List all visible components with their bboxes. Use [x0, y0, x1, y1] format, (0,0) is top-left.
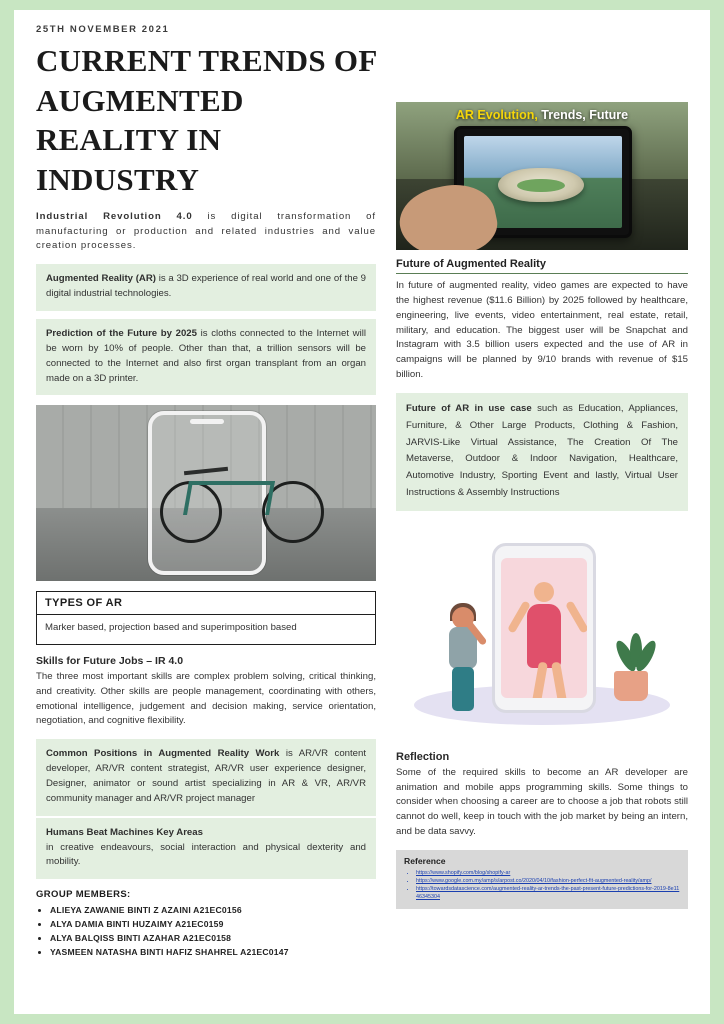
bicycle-ar-image — [36, 405, 376, 581]
types-of-ar-body: Marker based, projection based and superimposition based — [45, 622, 297, 634]
ar-definition-text: is a 3D experience of real world and one of the 9 digital industrial technologies. — [46, 273, 366, 300]
reference-list — [404, 869, 680, 901]
ar-definition-lead: Augmented Reality (AR) — [46, 273, 156, 285]
reflection-heading: Reflection — [396, 750, 450, 763]
dancer-leg-right — [551, 661, 568, 697]
ar-definition-panel — [36, 264, 376, 311]
plant-pot-icon — [614, 671, 648, 701]
types-of-ar-box — [36, 591, 376, 644]
prediction-text: is cloths connected to the Internet will be worn by 10% of people. Other than that, a trillion sensors will be connected to the Internet and also first organ transplant from an organ made on a 3D printer. — [46, 327, 366, 384]
dancer-head — [534, 582, 554, 602]
viewer-legs — [452, 667, 474, 711]
phone-screen — [501, 558, 587, 698]
poster-content — [36, 24, 688, 1000]
reference-box — [396, 850, 688, 909]
left-column — [36, 24, 376, 959]
list-item: • YASMEEN NATASHA BINTI HAFIZ SHAHREL A21EC0147 — [50, 946, 376, 960]
skills-heading: Skills for Future Jobs – IR 4.0 — [36, 654, 184, 667]
reference-link[interactable]: https://towardsdatascience.com/augmented-reality-ar-trends-the-past-present-future-predictions-for-2019-8e1146345304 — [416, 886, 680, 901]
list-item: • ALYA BALQISS BINTI AZAHAR A21EC0158 — [50, 932, 376, 946]
skills-section — [36, 655, 376, 729]
large-phone-graphic — [492, 543, 596, 713]
future-text: In future of augmented reality, video games are expected to have the highest revenue ($11.6 Billion) by 2025 followed by healthcare, engineering, live events, video entertainment, real estate, retail, military, and education. The biggest user will be Snapchat and Instagram with 3.5 billion users expected and the use of AR in campaigns will be planned by 9/10 brands with revenue of $15 billion. — [396, 280, 688, 381]
humans-lead: Humans Beat Machines Key Areas — [46, 826, 203, 838]
intro-text: is digital transformation of manufacturing or production and related industries and value creation processes. — [36, 210, 376, 252]
prediction-panel — [36, 319, 376, 395]
list-item: • ALIEYA ZAWANIE BINTI Z AZAINI A21EC0156 — [50, 904, 376, 918]
reference-title: Reference — [404, 856, 446, 866]
bicycle-graphic — [158, 451, 340, 547]
reflection-section — [396, 751, 688, 840]
humans-text: in creative endeavours, social interaction and physical dexterity and mobility. — [46, 841, 366, 868]
list-item[interactable] — [416, 869, 680, 877]
use-case-text: such as Education, Appliances, Furniture, & Other Large Products, Clothing & Fashion, JARVIS-Like Virtual Assistance, The Creation Of The Metaverse, Outdoor & Indoor Navigation, Healthcare, Automotive Industry, Sporting Event and lastly, Virtual User Instructions & Assembly Instructions — [406, 403, 678, 498]
bicycle-handlebar — [184, 467, 228, 476]
intro-lead: Industrial Revolution 4.0 — [36, 210, 193, 222]
reflection-illustration — [396, 521, 688, 751]
viewer-person-graphic — [440, 607, 486, 711]
dancer-arm-right — [565, 600, 587, 633]
skills-text: The three most important skills are complex problem solving, critical thinking, and creativity. Other skills are people management, coordinating with others, emotional intelligence, judgement and decision making, service orientation, negotiation, and cognitive flexibility. — [36, 670, 376, 727]
publication-date: 25TH NOVEMBER 2021 — [36, 24, 170, 35]
list-item[interactable] — [416, 877, 680, 885]
group-members-section — [36, 889, 376, 959]
positions-lead: Common Positions in Augmented Reality Work — [46, 748, 280, 760]
group-members-heading: GROUP MEMBERS: — [36, 889, 131, 901]
use-case-lead: Future of AR in use case — [406, 403, 532, 415]
reflection-text: Some of the required skills to become an AR developer are animation and mobile apps programming skills. Some things to consider when choosing a career are to choose a job that robots still cannot do well, keep in touch with the job market by being an intern, and be data savvy. — [396, 766, 688, 838]
caption-rest: Trends, Future — [537, 108, 629, 122]
list-item: • ALYA DAMIA BINTI HUZAIMY A21EC0159 — [50, 918, 376, 932]
prediction-lead: Prediction of the Future by 2025 — [46, 327, 197, 339]
stadium-ar-model — [498, 168, 584, 202]
ar-image-caption — [396, 108, 688, 122]
reference-link[interactable]: https://www.shopify.com/blog/shopify-ar — [416, 870, 511, 876]
future-section — [396, 258, 688, 383]
list-item[interactable] — [416, 885, 680, 901]
group-members-list — [36, 904, 376, 959]
caption-highlight: AR Evolution, — [455, 108, 538, 122]
ar-evolution-image — [396, 102, 688, 250]
reference-link[interactable]: https://www.google.com.my/amp/s/arpost.co/2020/04/10/fashion-perfect-fit-augmented-reality/amp/ — [416, 878, 652, 885]
bicycle-frame — [183, 481, 275, 515]
future-heading: Future of Augmented Reality — [396, 258, 688, 274]
positions-text: is AR/VR content developer, AR/VR content strategist, AR/VR user experience designer, Designer, animator or sound artist specializing in AR & VR, AR/VR community manager and AR/VR project manager — [46, 748, 367, 804]
right-column — [396, 102, 688, 909]
positions-panel — [36, 739, 376, 815]
types-of-ar-heading: TYPES OF AR — [37, 592, 375, 615]
dancer-body — [527, 604, 561, 668]
page-title: CURRENT TRENDS OF AUGMENTED REALITY IN INDUSTRY — [36, 43, 377, 198]
use-case-panel — [396, 393, 688, 511]
poster-page — [14, 10, 710, 1014]
humans-panel — [36, 818, 376, 880]
intro-paragraph — [36, 210, 376, 255]
